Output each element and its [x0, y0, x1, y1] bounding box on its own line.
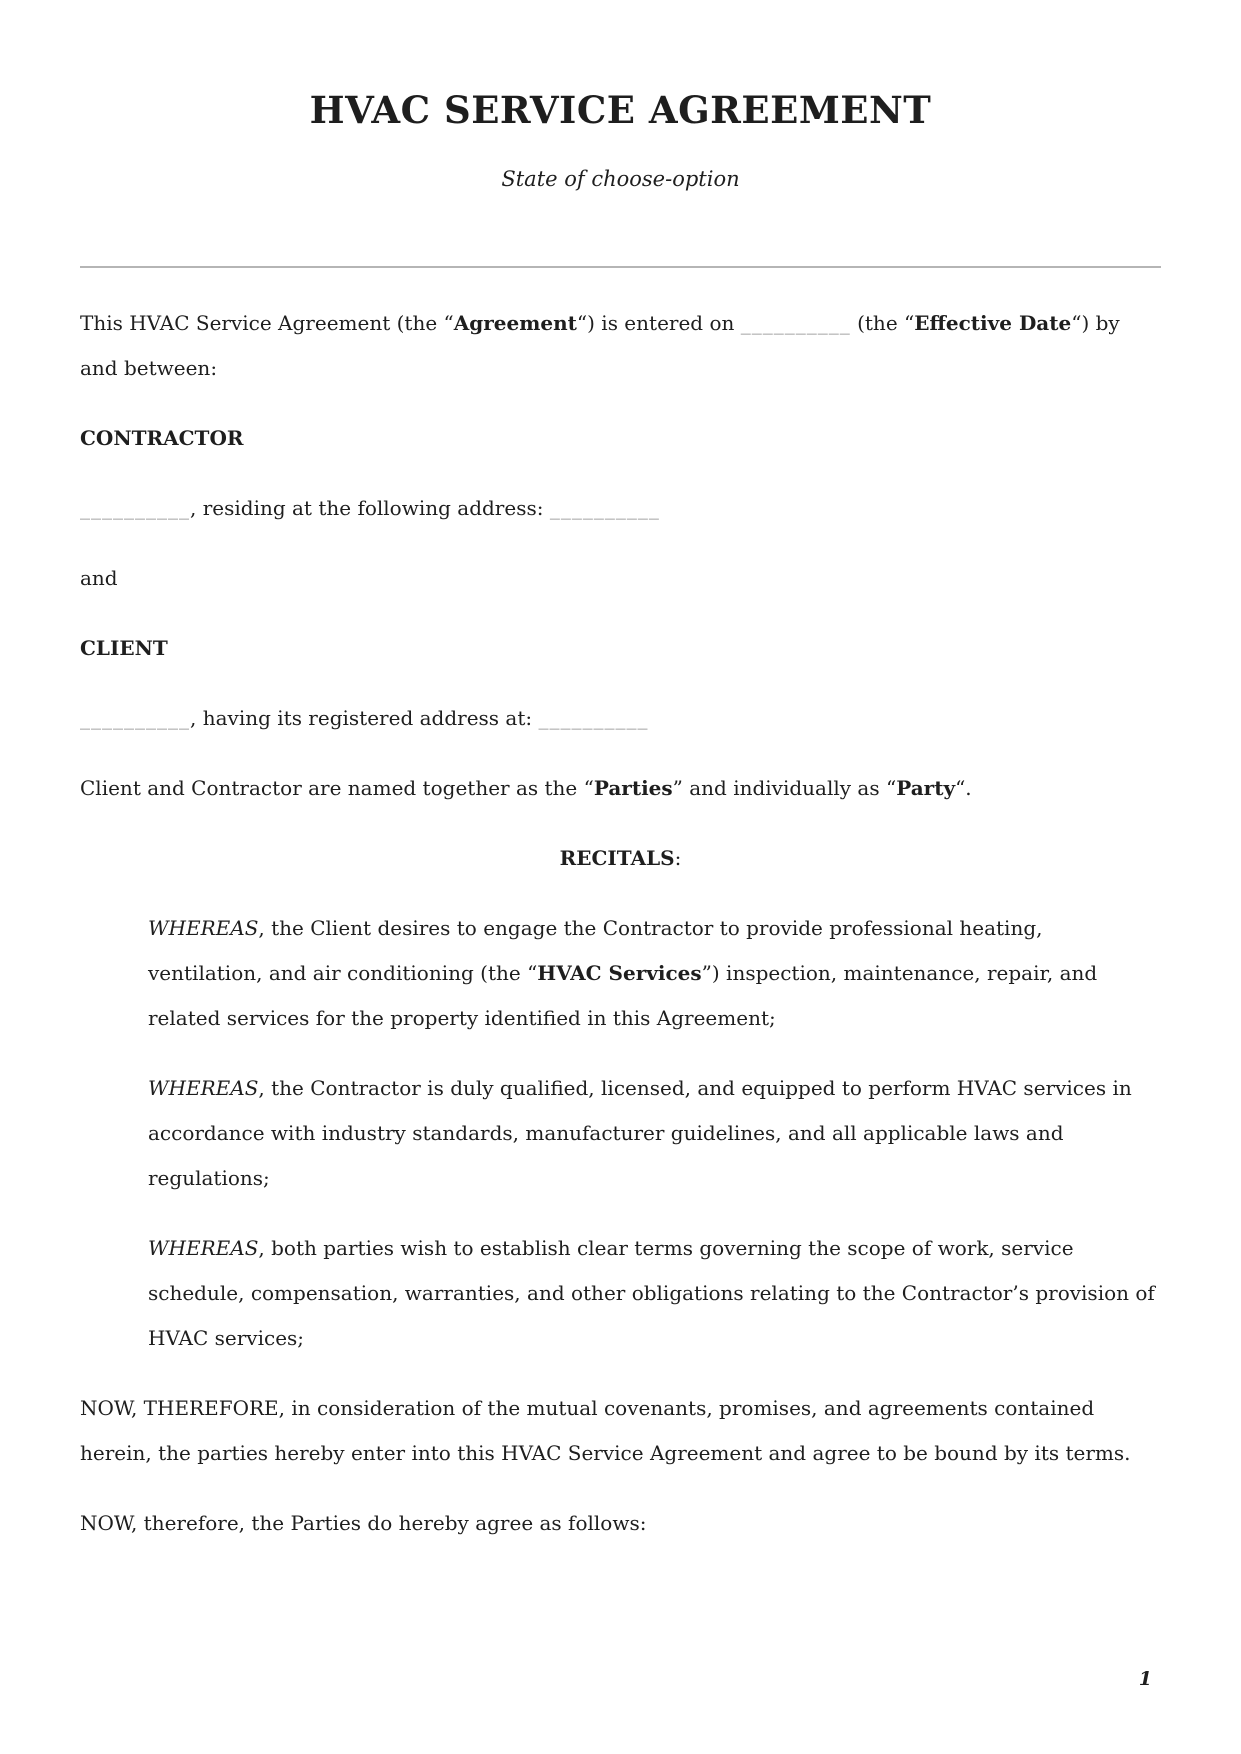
text-run: CLIENT — [80, 635, 168, 660]
text-run: , the Contractor is duly qualified, licensed, and equipped to perform HVAC services in accordance with industry standards, manufacturer guidelines, and all applicable laws and regulations; — [148, 1075, 1132, 1190]
para-now-therefore — [80, 1386, 1161, 1476]
text-run: , having its registered address at: — [190, 705, 539, 730]
para-parties — [80, 766, 1161, 811]
para-and — [80, 556, 1161, 601]
page-number: 1 — [1138, 1668, 1152, 1690]
text-run: RECITALS — [559, 845, 675, 870]
text-run: Parties — [593, 775, 673, 800]
text-run: Client and Contractor are named together as the “ — [80, 775, 594, 800]
text-run: Agreement — [453, 310, 577, 335]
text-run: Effective Date — [914, 310, 1072, 335]
para-contractor-details — [80, 486, 1161, 531]
text-run: WHEREAS — [148, 915, 259, 940]
text-run: This HVAC Service Agreement (the “ — [80, 310, 454, 335]
document-body — [80, 301, 1161, 1546]
text-run: , the Client desires to engage the Contractor to provide professional heating, ventilation, and air conditioning (the “ — [148, 915, 1043, 985]
text-run: NOW, THEREFORE, in consideration of the mutual covenants, promises, and agreements contained herein, the parties hereby enter into this HVAC Service Agreement and agree to be bound by its terms. — [80, 1395, 1131, 1465]
text-run: WHEREAS — [148, 1235, 259, 1260]
text-run: , residing at the following address: — [190, 495, 550, 520]
text-run: NOW, therefore, the Parties do hereby agree as follows: — [80, 1510, 647, 1535]
para-intro — [80, 301, 1161, 391]
document-title: HVAC SERVICE AGREEMENT — [309, 88, 932, 132]
para-client-details — [80, 696, 1161, 741]
blank-field: __________ — [80, 495, 190, 520]
divider — [80, 266, 1161, 268]
text-run: : — [674, 845, 682, 870]
text-run: (the “ — [850, 310, 915, 335]
text-run: “) by and between: — [80, 310, 1120, 380]
blank-field: __________ — [549, 495, 660, 520]
document-subtitle: State of choose-option — [501, 167, 740, 192]
para-whereas-1 — [148, 906, 1161, 1041]
text-run: , both parties wish to establish clear terms governing the scope of work, service schedule, compensation, warranties, and other obligations relating to the Contractor’s provision of HVAC services; — [148, 1235, 1155, 1350]
blank-field: __________ — [740, 310, 851, 335]
para-whereas-3 — [148, 1226, 1161, 1361]
text-run: HVAC Services — [537, 960, 702, 985]
text-run: Party — [896, 775, 956, 800]
text-run: WHEREAS — [148, 1075, 259, 1100]
text-run: “) is entered on — [576, 310, 741, 335]
blank-field: __________ — [80, 705, 190, 730]
para-whereas-2 — [148, 1066, 1161, 1201]
heading-contractor — [80, 416, 1161, 461]
text-run: ” and individually as “ — [672, 775, 897, 800]
heading-recitals — [80, 836, 1161, 881]
heading-client — [80, 626, 1161, 671]
text-run: CONTRACTOR — [80, 425, 244, 450]
text-run: “. — [955, 775, 972, 800]
blank-field: __________ — [538, 705, 649, 730]
text-run: and — [80, 565, 118, 590]
text-run: ”) inspection, maintenance, repair, and related services for the property identified in this Agreement; — [148, 960, 1098, 1030]
para-now-agree — [80, 1501, 1161, 1546]
